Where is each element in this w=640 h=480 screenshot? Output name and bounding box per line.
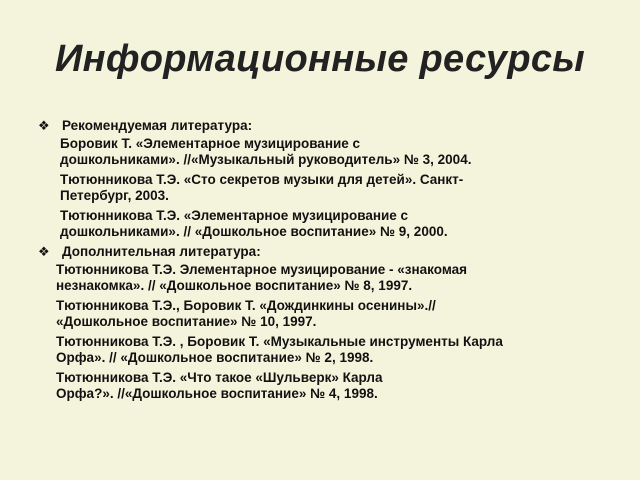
diamond-bullet-icon: ❖: [38, 118, 50, 133]
entry-line: Орфа». // «Дошкольное воспитание» № 2, 1998.: [56, 349, 374, 365]
list-item: [56, 262, 618, 293]
entry-line: Боровик Т. «Элементарное музицирование с: [60, 136, 361, 151]
list-item: [56, 370, 618, 401]
section-heading-label: Рекомендуемая литература:: [62, 118, 253, 133]
entry-line: Тютюнникова Т.Э. «Сто секретов музыки для детей». Санкт-: [60, 172, 464, 187]
entry-line: Орфа?». //«Дошкольное воспитание» № 4, 1998.: [56, 385, 378, 401]
entry-line: дошкольниками». //«Музыкальный руководитель» № 3, 2004.: [60, 151, 472, 167]
entry-line: «Дошкольное воспитание» № 10, 1997.: [56, 313, 317, 329]
list-item: [56, 298, 618, 329]
entry-line: незнакомка». // «Дошкольное воспитание» № 8, 1997.: [56, 277, 413, 293]
entry-line: Тютюнникова Т.Э. «Элементарное музицирование с: [60, 208, 409, 223]
list-item: [60, 172, 618, 203]
entry-line: Петербург, 2003.: [60, 187, 169, 203]
entry-line: Тютюнникова Т.Э. «Что такое «Шульверк» Карла: [56, 370, 383, 385]
entry-line: Тютюнникова Т.Э. Элементарное музицирование - «знакомая: [56, 262, 468, 277]
list-item: [56, 334, 618, 365]
diamond-bullet-icon: ❖: [38, 244, 50, 259]
slide-title: Информационные ресурсы: [54, 38, 586, 80]
section-heading-additional: [38, 244, 618, 260]
section-heading-label: Дополнительная литература:: [62, 244, 261, 259]
list-item: [60, 136, 618, 167]
section-heading-recommended: [38, 118, 618, 134]
list-item: [60, 208, 618, 239]
slide-content: [38, 118, 618, 406]
entry-line: Тютюнникова Т.Э., Боровик Т. «Дождинкины осенины».//: [56, 298, 436, 313]
entry-line: Тютюнникова Т.Э. , Боровик Т. «Музыкальные инструменты Карла: [56, 334, 503, 349]
entry-line: дошкольниками». // «Дошкольное воспитание» № 9, 2000.: [60, 223, 448, 239]
